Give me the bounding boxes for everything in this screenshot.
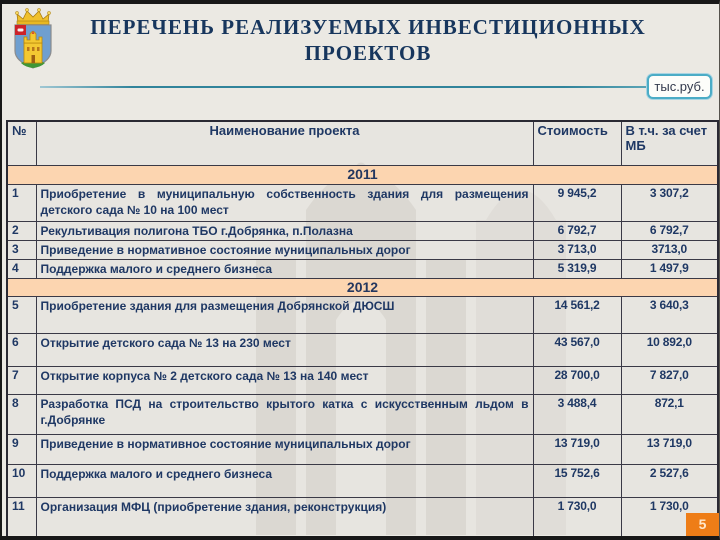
cell-cost: 1 730,0: [533, 498, 621, 540]
cell-mb: 3 640,3: [621, 297, 718, 334]
cell-project-name: Приведение в нормативное состояние муниципальных дорог: [36, 435, 533, 465]
table-row: [7, 435, 718, 465]
cell-cost: 15 752,6: [533, 465, 621, 498]
cell-project-name: Организация МФЦ (приобретение здания, реконструкция): [36, 498, 533, 540]
cell-num: 4: [7, 259, 36, 278]
title-divider-line: [40, 86, 656, 88]
cell-mb: 1 730,0: [621, 498, 718, 540]
table-row: [7, 184, 718, 221]
cell-num: 7: [7, 367, 36, 395]
page-title-line-1: ПЕРЕЧЕНЬ РЕАЛИЗУЕМЫХ ИНВЕСТИЦИОННЫХ: [90, 15, 646, 39]
cell-mb: 10 892,0: [621, 334, 718, 367]
page-number-badge: [686, 513, 719, 536]
cell-cost: 14 561,2: [533, 297, 621, 334]
header-num: №: [7, 121, 36, 165]
cell-cost: 5 319,9: [533, 259, 621, 278]
cell-num: 11: [7, 498, 36, 540]
cell-mb: 7 827,0: [621, 367, 718, 395]
cell-num: 5: [7, 297, 36, 334]
table-row: [7, 297, 718, 334]
cell-cost: 13 719,0: [533, 435, 621, 465]
cell-cost: 28 700,0: [533, 367, 621, 395]
projects-table-container: [6, 120, 717, 535]
header-project-name: Наименование проекта: [36, 121, 533, 165]
year-band-label: 2012: [7, 279, 718, 297]
cell-num: 8: [7, 395, 36, 435]
cell-project-name: Разработка ПСД на строительство крытого катка с искусственным льдом в г.Добрянке: [36, 395, 533, 435]
cell-cost: 6 792,7: [533, 221, 621, 240]
table-row: [7, 221, 718, 240]
units-label-box: [647, 74, 712, 99]
header-mb: В т.ч. за счет МБ: [621, 121, 718, 165]
cell-cost: 43 567,0: [533, 334, 621, 367]
cell-num: 2: [7, 221, 36, 240]
cell-mb: 872,1: [621, 395, 718, 435]
table-row: [7, 367, 718, 395]
cell-mb: 3713,0: [621, 240, 718, 259]
table-row: [7, 498, 718, 540]
cell-project-name: Поддержка малого и среднего бизнеса: [36, 465, 533, 498]
cell-mb: 2 527,6: [621, 465, 718, 498]
cell-mb: 6 792,7: [621, 221, 718, 240]
cell-mb: 3 307,2: [621, 184, 718, 221]
projects-table: [6, 120, 719, 540]
cell-num: 9: [7, 435, 36, 465]
cell-project-name: Открытие детского сада № 13 на 230 мест: [36, 334, 533, 367]
table-header-row: [7, 121, 718, 165]
units-label: тыс.руб.: [654, 79, 705, 94]
table-row: [7, 395, 718, 435]
cell-num: 1: [7, 184, 36, 221]
cell-project-name: Поддержка малого и среднего бизнеса: [36, 259, 533, 278]
cell-num: 3: [7, 240, 36, 259]
table-row: [7, 465, 718, 498]
year-band-2011: [7, 165, 718, 184]
page-number: 5: [698, 516, 707, 532]
year-band-label: 2011: [7, 165, 718, 184]
cell-cost: 3 488,4: [533, 395, 621, 435]
table-row: [7, 259, 718, 278]
cell-cost: 3 713,0: [533, 240, 621, 259]
cell-project-name: Рекультивация полигона ТБО г.Добрянка, п.Полазна: [36, 221, 533, 240]
cell-mb: 13 719,0: [621, 435, 718, 465]
coat-of-arms-icon: [11, 7, 55, 69]
table-row: [7, 334, 718, 367]
cell-project-name: Открытие корпуса № 2 детского сада № 13 на 140 мест: [36, 367, 533, 395]
cell-project-name: Приведение в нормативное состояние муниципальных дорог: [36, 240, 533, 259]
cell-project-name: Приобретение в муниципальную собственность здания для размещения детского сада № 10 на 100 мест: [36, 184, 533, 221]
cell-cost: 9 945,2: [533, 184, 621, 221]
cell-mb: 1 497,9: [621, 259, 718, 278]
header-cost: Стоимость: [533, 121, 621, 165]
cell-num: 6: [7, 334, 36, 367]
year-band-2012: [7, 279, 718, 297]
table-row: [7, 240, 718, 259]
cell-num: 10: [7, 465, 36, 498]
page-title-line-2: ПРОЕКТОВ: [304, 41, 432, 65]
cell-project-name: Приобретение здания для размещения Добрянской ДЮСШ: [36, 297, 533, 334]
page-title: [58, 14, 678, 66]
